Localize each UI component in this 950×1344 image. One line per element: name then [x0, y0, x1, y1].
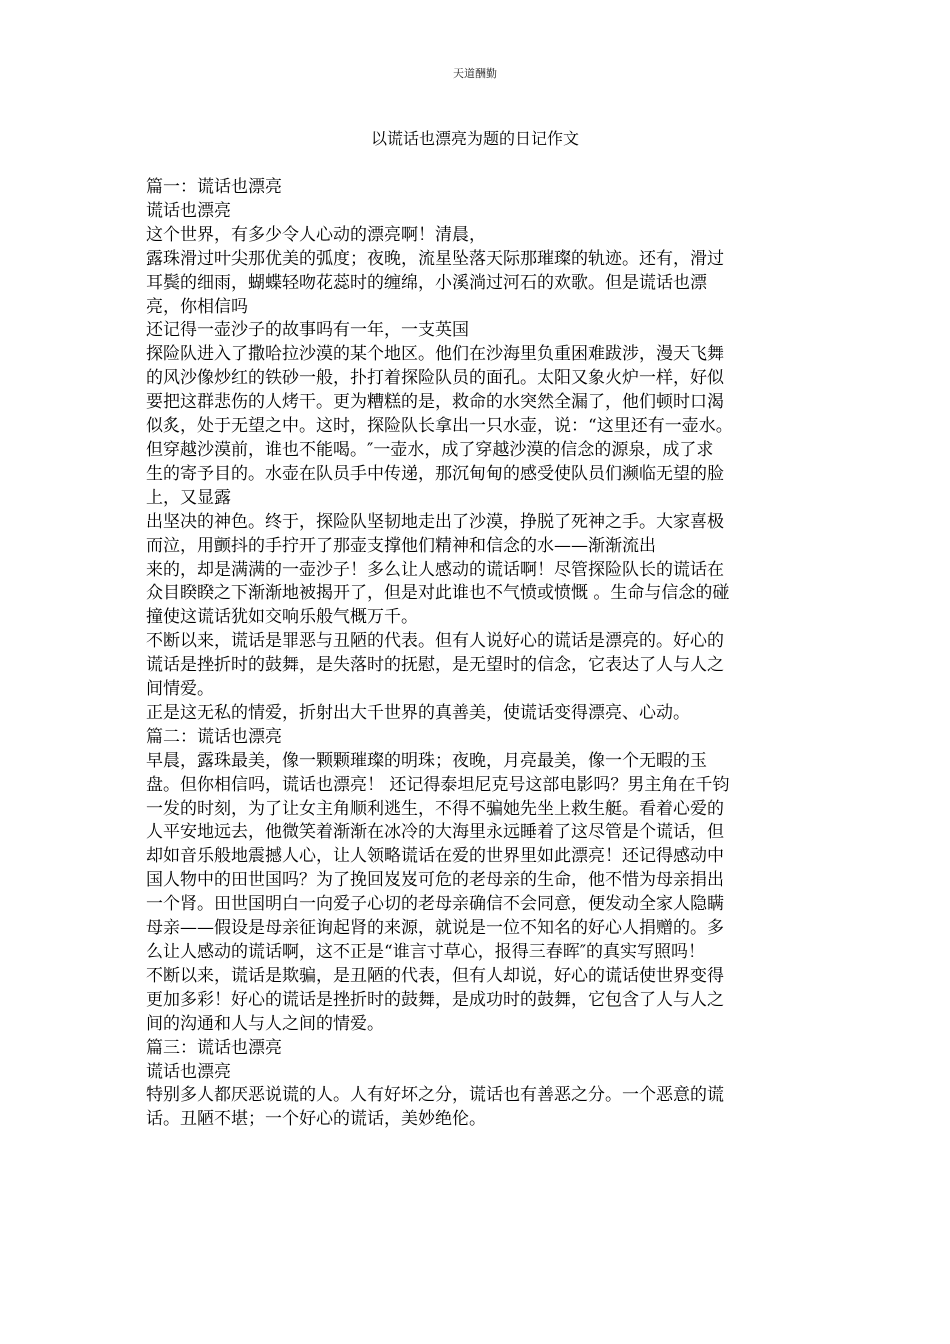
- text-line: 而泣，用颤抖的手拧开了那壶支撑他们精神和信念的水——渐渐流出: [146, 535, 656, 556]
- text-line: 但穿越沙漠前，谁也不能喝。″一壶水，成了穿越沙漠的信念的源泉，成了求: [146, 439, 714, 460]
- text-line: 盘。但你相信吗，谎话也漂亮！ 还记得泰坦尼克号这部电影吗？男主角在千钧: [146, 774, 730, 795]
- text-line: 要把这群悲伤的人烤干。更为糟糕的是，救命的水突然全漏了，他们顿时口渴: [146, 392, 724, 413]
- text-line: 篇二：谎话也漂亮: [146, 726, 282, 747]
- text-line: 更加多彩！好心的谎话是挫折时的鼓舞，是成功时的鼓舞，它包含了人与人之: [146, 989, 724, 1010]
- document-body: [146, 176, 806, 1132]
- text-line: 撞使这谎话犹如交响乐般气概万千。: [146, 607, 418, 628]
- text-line: 么让人感动的谎话啊，这不正是“谁言寸草心，报得三春晖″的真实写照吗！: [146, 942, 706, 962]
- document-title: 以谎话也漂亮为题的日记作文: [370, 129, 579, 148]
- text-line: 谎话也漂亮: [146, 200, 231, 221]
- text-line: 谎话也漂亮: [146, 1061, 231, 1082]
- text-line: 间情爱。: [146, 679, 214, 700]
- text-line: 来的，却是满满的一壶沙子！多么让人感动的谎话啊！尽管探险队长的谎话在: [146, 559, 724, 580]
- text-line: 正是这无私的情爱，折射出大千世界的真善美，使谎话变得漂亮、心动。: [146, 702, 690, 723]
- text-line: 生的寄予目的。水壶在队员手中传递，那沉甸甸的感受使队员们濒临无望的脸: [146, 463, 724, 484]
- text-line: 还记得一壶沙子的故事吗有一年，一支英国: [146, 320, 469, 341]
- text-line: 探险队进入了撒哈拉沙漠的某个地区。他们在沙海里负重困难跋涉，漫天飞舞: [146, 344, 724, 365]
- text-line: 不断以来，谎话是欺骗，是丑陋的代表，但有人却说，好心的谎话使世界变得: [146, 965, 724, 986]
- text-line: 一个肾。田世国明白一向爱子心切的老母亲确信不会同意，便发动全家人隐瞒: [146, 894, 724, 915]
- text-line: 的风沙像炒红的铁砂一般，扑打着探险队员的面孔。太阳又象火炉一样，好似: [146, 368, 724, 389]
- text-line: 亮，你相信吗: [146, 296, 248, 317]
- text-line: 特别多人都厌恶说谎的人。人有好坏之分，谎话也有善恶之分。一个恶意的谎: [146, 1085, 724, 1106]
- text-line: 篇三：谎话也漂亮: [146, 1037, 282, 1058]
- text-line: 篇一：谎话也漂亮: [146, 177, 282, 197]
- page-header: 天道酬勤: [453, 67, 497, 80]
- text-line: 谎话是挫折时的鼓舞，是失落时的抚慰，是无望时的信念，它表达了人与人之: [146, 655, 724, 676]
- text-line: 露珠滑过叶尖那优美的弧度；夜晚，流星坠落天际那璀璨的轨迹。还有，滑过: [146, 248, 724, 269]
- text-line: 不断以来，谎话是罪恶与丑陋的代表。但有人说好心的谎话是漂亮的。好心的: [146, 631, 724, 652]
- text-line: 耳鬓的细雨，蝴蝶轻吻花蕊时的缠绵，小溪淌过河石的欢歌。但是谎话也漂: [146, 272, 707, 293]
- text-line: 上，又显露: [146, 487, 231, 508]
- text-line: 出坚决的神色。终于，探险队坚韧地走出了沙漠，挣脱了死神之手。大家喜极: [146, 511, 724, 532]
- text-line: 间的沟通和人与人之间的情爱。: [146, 1013, 384, 1034]
- text-line: 母亲——假设是母亲征询起肾的来源，就说是一位不知名的好心人捐赠的。多: [146, 918, 724, 939]
- text-line: 一发的时刻，为了让女主角顺利逃生，不得不骗她先坐上救生艇。看着心爱的: [146, 798, 724, 819]
- text-line: 早晨，露珠最美，像一颗颗璀璨的明珠；夜晚，月亮最美，像一个无暇的玉: [146, 750, 707, 771]
- text-line: 这个世界，有多少令人心动的漂亮啊！清晨，: [146, 224, 486, 245]
- text-line: 话。丑陋不堪；一个好心的谎话，美妙绝伦。: [146, 1109, 486, 1130]
- text-line: 却如音乐般地震撼人心，让人领略谎话在爱的世界里如此漂亮！还记得感动中: [146, 846, 724, 867]
- text-line: 人平安地远去，他微笑着渐渐在冰冷的大海里永远睡着了这尽管是个谎话，但: [146, 822, 724, 843]
- text-line: 似炙，处于无望之中。这时，探险队长拿出一只水壶，说：“这里还有一壶水。: [146, 416, 733, 437]
- text-line: 众目睽睽之下渐渐地被揭开了，但是对此谁也不气愤或愤慨 。生命与信念的碰: [146, 583, 730, 604]
- text-line: 国人物中的田世国吗？为了挽回岌岌可危的老母亲的生命，他不惜为母亲捐出: [146, 870, 724, 891]
